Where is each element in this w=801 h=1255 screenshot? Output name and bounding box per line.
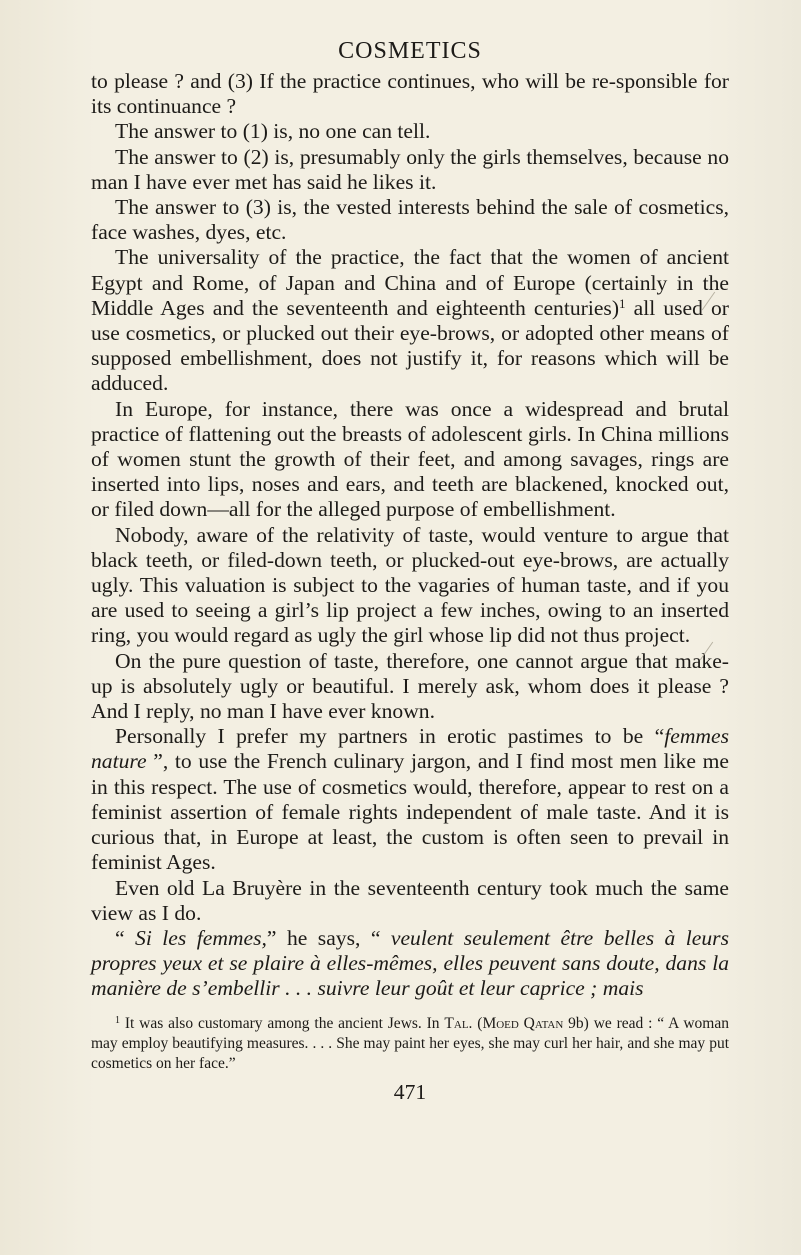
paragraph-8: On the pure question of taste, therefore, one cannot argue that make-up is absolutely ugly or beautiful. I merely ask, whom does it please ? And I reply, no man I have ever known. [91, 648, 729, 724]
footnote-part-a: It was also customary among the ancient Jews. In [120, 1014, 445, 1032]
paragraph-2: The answer to (1) is, no one can tell. [115, 119, 431, 144]
running-head: COSMETICS [338, 38, 482, 64]
paragraph-9-start: Personally I prefer my partners in erotic pastimes to be “ [115, 724, 665, 749]
paragraph-1: to please ? and (3) If the practice continues, who will be re-sponsible for its continuance ? [91, 69, 729, 119]
paragraph-5-start: The universality of the practice, the fact that the women of ancient Egypt and Rome, of Japan and China and of Europe (certainly in the Middle Ages and the seventeenth and eighteenth centuries) [91, 245, 729, 320]
footnote-marker: 1 [115, 1014, 120, 1026]
body-text [91, 69, 729, 1002]
paragraph-4: The answer to (3) is, the vested interests behind the sale of cosmetics, face washes, dyes, etc. [91, 195, 729, 245]
paragraph-10: Even old La Bruyère in the seventeenth century took much the same view as I do. [91, 875, 729, 925]
paragraph-5 [91, 245, 729, 396]
footnote-text [91, 1014, 729, 1074]
paragraph-11 [91, 926, 729, 1002]
footnote [91, 1014, 729, 1074]
quote-mid: ” he says, “ [266, 925, 391, 950]
quote-italic-2: veulent seulement être belles à leurs propres yeux et se plaire à elles-mêmes, elles peuvent sans doute, dans la manière de s’embellir . . . suivre leur goût et leur caprice ; mais [91, 925, 729, 1001]
paragraph-5-end: all used or use cosmetics, or plucked out their eye-brows, or adopted other means of supposed embellishment, does not justify it, for reasons which will be adduced. [91, 295, 729, 396]
quote-open: “ [115, 925, 136, 950]
paragraph-7: Nobody, aware of the relativity of taste, would venture to argue that black teeth, or filed-down teeth, or plucked-out eye-brows, are actually ugly. This valuation is subject to the vagaries of human taste, and if you are used to seeing a girl’s lip project a few inches, owing to an inserted ring, you would regard as ugly the girl whose lip did not thus project. [91, 522, 729, 648]
footnote-reference: 1 [619, 295, 626, 311]
footnote-tal: Tal. [444, 1014, 473, 1032]
footnote-moed: Moed Qatan [482, 1014, 564, 1032]
quote-italic-1: Si les femmes, [135, 925, 267, 950]
paragraph-9 [91, 724, 729, 875]
paragraph-9-end: ”, to use the French culinary jargon, and I find most men like me in this respect. The use of cosmetics would, therefore, appear to rest on a feminist assertion of female rights independent of male taste. And it is curious that, in Europe at least, the custom is often seen to prevail in feminist Ages. [91, 749, 729, 875]
paragraph-3: The answer to (2) is, presumably only the girls themselves, because no man I have ever met has said he likes it. [91, 144, 729, 194]
footnote-part-c: 9b) we read : “ A woman may employ beautifying measures. . . . She may paint her eyes, she may curl her hair, and she may put cosmetics on her face.” [91, 1014, 729, 1072]
footnote-part-b: ( [472, 1014, 483, 1032]
page-number: 471 [393, 1079, 427, 1104]
paragraph-6: In Europe, for instance, there was once a widespread and brutal practice of flattening out the breasts of adolescent girls. In China millions of women stunt the growth of their feet, and among savages, rings are inserted into lips, noses and ears, and teeth are blackened, knocked out, or filed down—all for the alleged purpose of embellishment. [91, 396, 729, 522]
paragraph-9-italic: femmes nature [91, 724, 729, 774]
